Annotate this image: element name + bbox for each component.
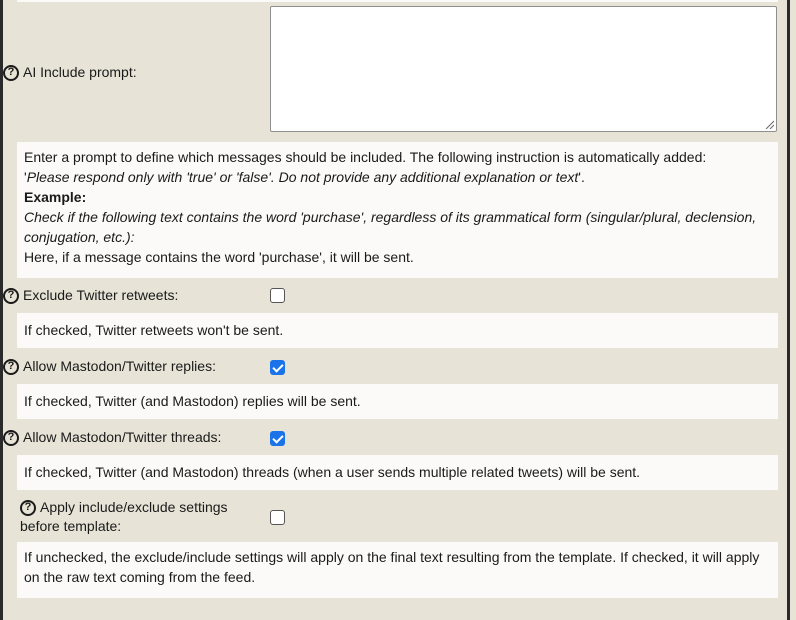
ai-include-help [17, 142, 778, 278]
quote-close: '. [578, 169, 585, 185]
question-circle-icon[interactable]: ? [3, 65, 19, 81]
top-divider [17, 0, 778, 2]
apply-before-template-label-line2: before template: [20, 518, 122, 534]
apply-before-template-checkbox[interactable] [270, 510, 285, 525]
allow-replies-help-text: If checked, Twitter (and Mastodon) replies will be sent. [24, 393, 361, 409]
apply-before-template-help-text: If unchecked, the exclude/include settings will apply on the final text resulting from the template. If checked, it will apply on the raw text coming from the feed. [24, 549, 760, 585]
example-text: Check if the following text contains the word 'purchase', regardless of its grammatical form (singular/plural, declension, conjugation, etc.): [24, 209, 757, 245]
allow-replies-help [17, 384, 778, 419]
allow-threads-help-text: If checked, Twitter (and Mastodon) threads (when a user sends multiple related tweets) will be sent. [24, 464, 641, 480]
exclude-retweets-label-group [3, 286, 178, 305]
allow-threads-checkbox[interactable] [270, 431, 285, 446]
exclude-retweets-help [17, 313, 778, 348]
allow-replies-label-group [3, 357, 216, 376]
ai-include-label-group [3, 63, 137, 82]
exclude-retweets-checkbox[interactable] [270, 288, 285, 303]
allow-threads-label-group [3, 428, 221, 447]
ai-include-prompt-textarea[interactable] [270, 6, 777, 132]
allow-replies-label: Allow Mastodon/Twitter replies: [23, 358, 216, 374]
allow-threads-help [17, 455, 778, 490]
apply-before-template-label-group [20, 498, 228, 536]
resize-grip-icon[interactable] [764, 119, 774, 129]
example-label: Example: [24, 189, 87, 205]
question-circle-icon[interactable]: ? [3, 359, 19, 375]
apply-before-template-label-line1: Apply include/exclude settings [40, 499, 228, 515]
ai-include-help-line1: Enter a prompt to define which messages should be included. The following instruction is automatically added: [24, 149, 707, 165]
apply-before-template-help [17, 542, 778, 598]
question-circle-icon[interactable]: ? [20, 500, 36, 516]
question-circle-icon[interactable]: ? [3, 430, 19, 446]
allow-threads-label: Allow Mastodon/Twitter threads: [23, 429, 222, 445]
example-note: Here, if a message contains the word 'purchase', it will be sent. [24, 249, 414, 265]
allow-replies-checkbox[interactable] [270, 360, 285, 375]
question-circle-icon[interactable]: ? [3, 288, 19, 304]
ai-include-label: AI Include prompt: [23, 64, 137, 80]
auto-instruction: Please respond only with 'true' or 'false'. Do not provide any additional explanation or text [26, 169, 579, 185]
exclude-retweets-label: Exclude Twitter retweets: [23, 287, 179, 303]
exclude-retweets-help-text: If checked, Twitter retweets won't be sent. [24, 322, 284, 338]
quote-open: ' [24, 169, 27, 185]
ai-include-help-line2 [24, 167, 771, 187]
